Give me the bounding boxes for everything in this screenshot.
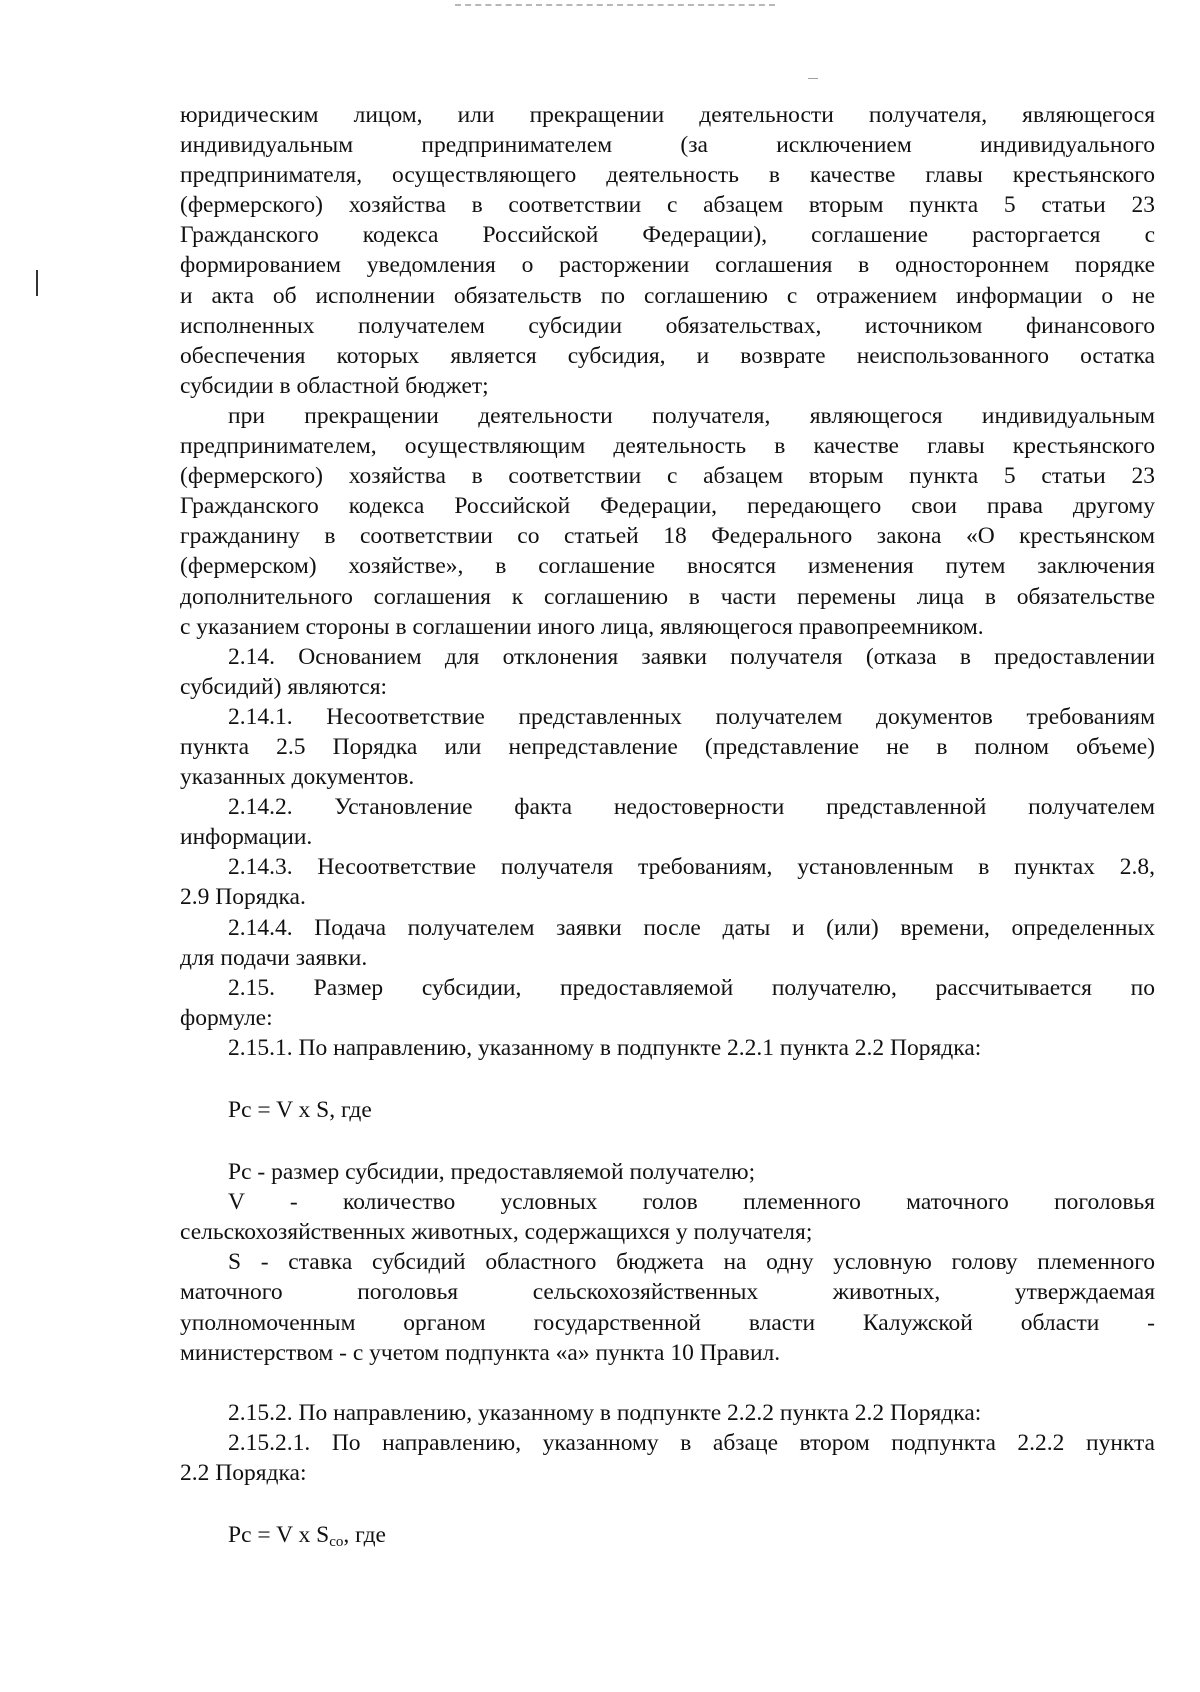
text-line: 2.14.3. Несоответствие получателя требованиям, установленным в пунктах 2.8, (228, 854, 1155, 881)
text-line: маточного поголовья сельскохозяйственных животных, утверждаемая (180, 1279, 1155, 1306)
text-line: 2.15.2. По направлению, указанному в подпункте 2.2.2 пункта 2.2 Порядка: (228, 1399, 982, 1426)
text-line: Гражданского кодекса Российской Федерации, передающего свои права другому (180, 493, 1155, 520)
text-line: V - количество условных голов племенного маточного поголовья (228, 1189, 1155, 1216)
text-line: 2.2 Порядка: (180, 1459, 307, 1486)
text-line: юридическим лицом, или прекращении деятельности получателя, являющегося (180, 102, 1155, 128)
text-line: предпринимателем, осуществляющим деятельность в качестве главы крестьянского (180, 433, 1155, 460)
text-line: пункта 2.5 Порядка или непредставление (представление не в полном объеме) (180, 733, 1155, 760)
text-line: Pc = V x S, где (228, 1097, 372, 1123)
text-line: (фермерского) хозяйства в соответствии с абзацем вторым пункта 5 статьи 23 (180, 463, 1155, 490)
text-line: формуле: (180, 1004, 273, 1031)
text-line: предпринимателя, осуществляющего деятельность в качестве главы крестьянского (180, 162, 1155, 189)
text-line: 2.9 Порядка. (180, 884, 306, 911)
text-line: сельскохозяйственных животных, содержащихся у получателя; (180, 1219, 813, 1246)
text-line: информации. (180, 824, 313, 851)
text-line: 2.14.1. Несоответствие представленных получателем документов требованиям (228, 703, 1155, 730)
text-line: уполномоченным органом государственной власти Калужской области - (180, 1309, 1155, 1336)
text-line: S - ставка субсидий областного бюджета на одну условную голову племенного (228, 1249, 1155, 1276)
formula-subscript: co (329, 1534, 344, 1551)
scan-artifact-top (455, 4, 775, 9)
text-line: указанных документов. (180, 764, 415, 791)
text-line: 2.15. Размер субсидии, предоставляемой получателю, рассчитывается по (228, 974, 1155, 1001)
text-line: 2.15.2.1. По направлению, указанному в абзаце втором подпункта 2.2.2 пункта (228, 1429, 1155, 1456)
scan-artifact-dot (808, 78, 818, 79)
text-line: с указанием стороны в соглашении иного лица, являющегося правопреемником. (180, 613, 984, 640)
margin-mark (36, 270, 38, 296)
text-line: формированием уведомления о расторжении соглашения в одностороннем порядке (180, 252, 1155, 279)
text-line: гражданину в соответствии со статьей 18 Федерального закона «О крестьянском (180, 523, 1155, 550)
formula-line (180, 1520, 1155, 1550)
text-line: дополнительного соглашения к соглашению в части перемены лица в обязательстве (180, 583, 1155, 610)
text-line: субсидии в областной бюджет; (180, 372, 489, 399)
text-line: 2.15.1. По направлению, указанному в подпункте 2.2.1 пункта 2.2 Порядка: (228, 1034, 982, 1061)
formula-prefix: Pc = V x S (228, 1522, 330, 1549)
text-line: и акта об исполнении обязательств по соглашению с отражением информации о не (180, 282, 1155, 309)
formula-suffix: , где (343, 1522, 386, 1549)
text-line: субсидий) являются: (180, 673, 388, 700)
text-line: исполненных получателем субсидии обязательствах, источником финансового (180, 312, 1155, 339)
document-body (180, 100, 1155, 1488)
text-line: для подачи заявки. (180, 944, 368, 971)
text-line: 2.14.4. Подача получателем заявки после даты и (или) времени, определенных (228, 914, 1155, 941)
text-line: (фермерском) хозяйстве», в соглашение вносятся изменения путем заключения (180, 553, 1155, 580)
text-line: индивидуальным предпринимателем (за исключением индивидуального (180, 132, 1155, 159)
text-line: при прекращении деятельности получателя, являющегося индивидуальным (228, 402, 1155, 429)
text-line: 2.14.2. Установление факта недостоверности представленной получателем (228, 794, 1155, 821)
text-line: министерством - с учетом подпункта «а» пункта 10 Правил. (180, 1339, 781, 1366)
text-line: (фермерского) хозяйства в соответствии с абзацем вторым пункта 5 статьи 23 (180, 192, 1155, 219)
document-page (180, 100, 1155, 1550)
text-line: Pc - размер субсидии, предоставляемой получателю; (228, 1159, 756, 1186)
text-line: 2.14. Основанием для отклонения заявки получателя (отказа в предоставлении (228, 643, 1155, 670)
text-line: обеспечения которых является субсидия, и возврате неиспользованного остатка (180, 342, 1155, 369)
text-line: Гражданского кодекса Российской Федерации), соглашение расторгается с (180, 222, 1155, 249)
